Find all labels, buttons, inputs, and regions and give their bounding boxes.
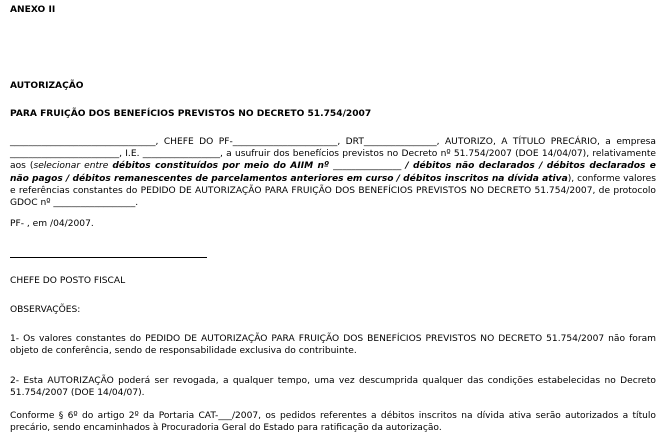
authorization-paragraph: [10, 136, 656, 209]
drt-text: , DRT: [337, 137, 364, 147]
observation-3: Conforme § 6º do artigo 2º da Portaria CAT-___/2007, os pedidos referentes a débitos inscritos na dívida ativa serão autorizados a título precário, sendo encaminhados à Procuradoria Geral do Estado para ratificação da autorização.: [10, 411, 656, 434]
blank-pf: _______________________: [232, 137, 338, 147]
observacoes-label: OBSERVAÇÕES:: [10, 305, 81, 315]
observation-2: 2- Esta AUTORIZAÇÃO poderá ser revogada, a qualquer tempo, uma vez descumprida qualquer das condições estabelecidas no Decreto 51.754/2007 (DOE 14/04/07).: [10, 376, 656, 399]
observation-1: 1- Os valores constantes do PEDIDO DE AUTORIZAÇÃO PARA FRUIÇÃO DOS BENEFÍCIOS PREVISTOS NO DECRETO 51.754/2007 não foram objeto de conferência, sendo de responsabilidade exclusiva do contribuinte.: [10, 334, 656, 357]
blank-ie: _________________: [142, 149, 221, 160]
blank-empresa: ________________________: [10, 149, 120, 160]
place-date: PF- , em /04/2007.: [10, 219, 94, 229]
blank-name: ________________________________: [10, 137, 156, 147]
document-heading: AUTORIZAÇÃO: [10, 81, 84, 91]
blank-aiim: _______________: [333, 161, 402, 172]
conforme-text: ), conforme valores e referências constantes do PEDIDO DE AUTORIZAÇÃO PARA FRUIÇÃO DOS BENEFÍCIOS PREVISTOS NO DECRETO 51.754/2007, de protocolo GDOC nº: [10, 173, 657, 209]
blank-drt: ________________: [363, 137, 437, 147]
annex-label: ANEXO II: [10, 5, 56, 15]
usufruir-text: , a usufruir dos benefícios previstos no Decreto nº 51.754/2007 (DOE 14/04/07), relativamente aos (: [10, 149, 656, 172]
signature-line: [10, 257, 207, 258]
document-subheading: PARA FRUIÇÃO DOS BENEFÍCIOS PREVISTOS NO DECRETO 51.754/2007: [10, 109, 372, 119]
debitos-aiim-text: débitos constituídos por meio do AIIM nº: [112, 161, 330, 172]
ie-text: , I.E.: [119, 149, 140, 160]
blank-gdoc: __________________: [53, 198, 136, 209]
autorizo-text: , AUTORIZO, A TÍTULO PRECÁRIO, a empresa: [436, 137, 656, 147]
signature-title: CHEFE DO POSTO FISCAL: [10, 276, 126, 286]
selecionar-text: selecionar entre: [33, 161, 109, 172]
debitos-options-text: / débitos não declarados / débitos declarados e não pagos / débitos remanescentes de parcelamentos anteriores em curso / débitos inscritos na dívida ativa: [10, 161, 656, 184]
chefe-do-pf-text: , CHEFE DO PF-: [155, 137, 233, 147]
paragraph-end: .: [135, 198, 139, 209]
